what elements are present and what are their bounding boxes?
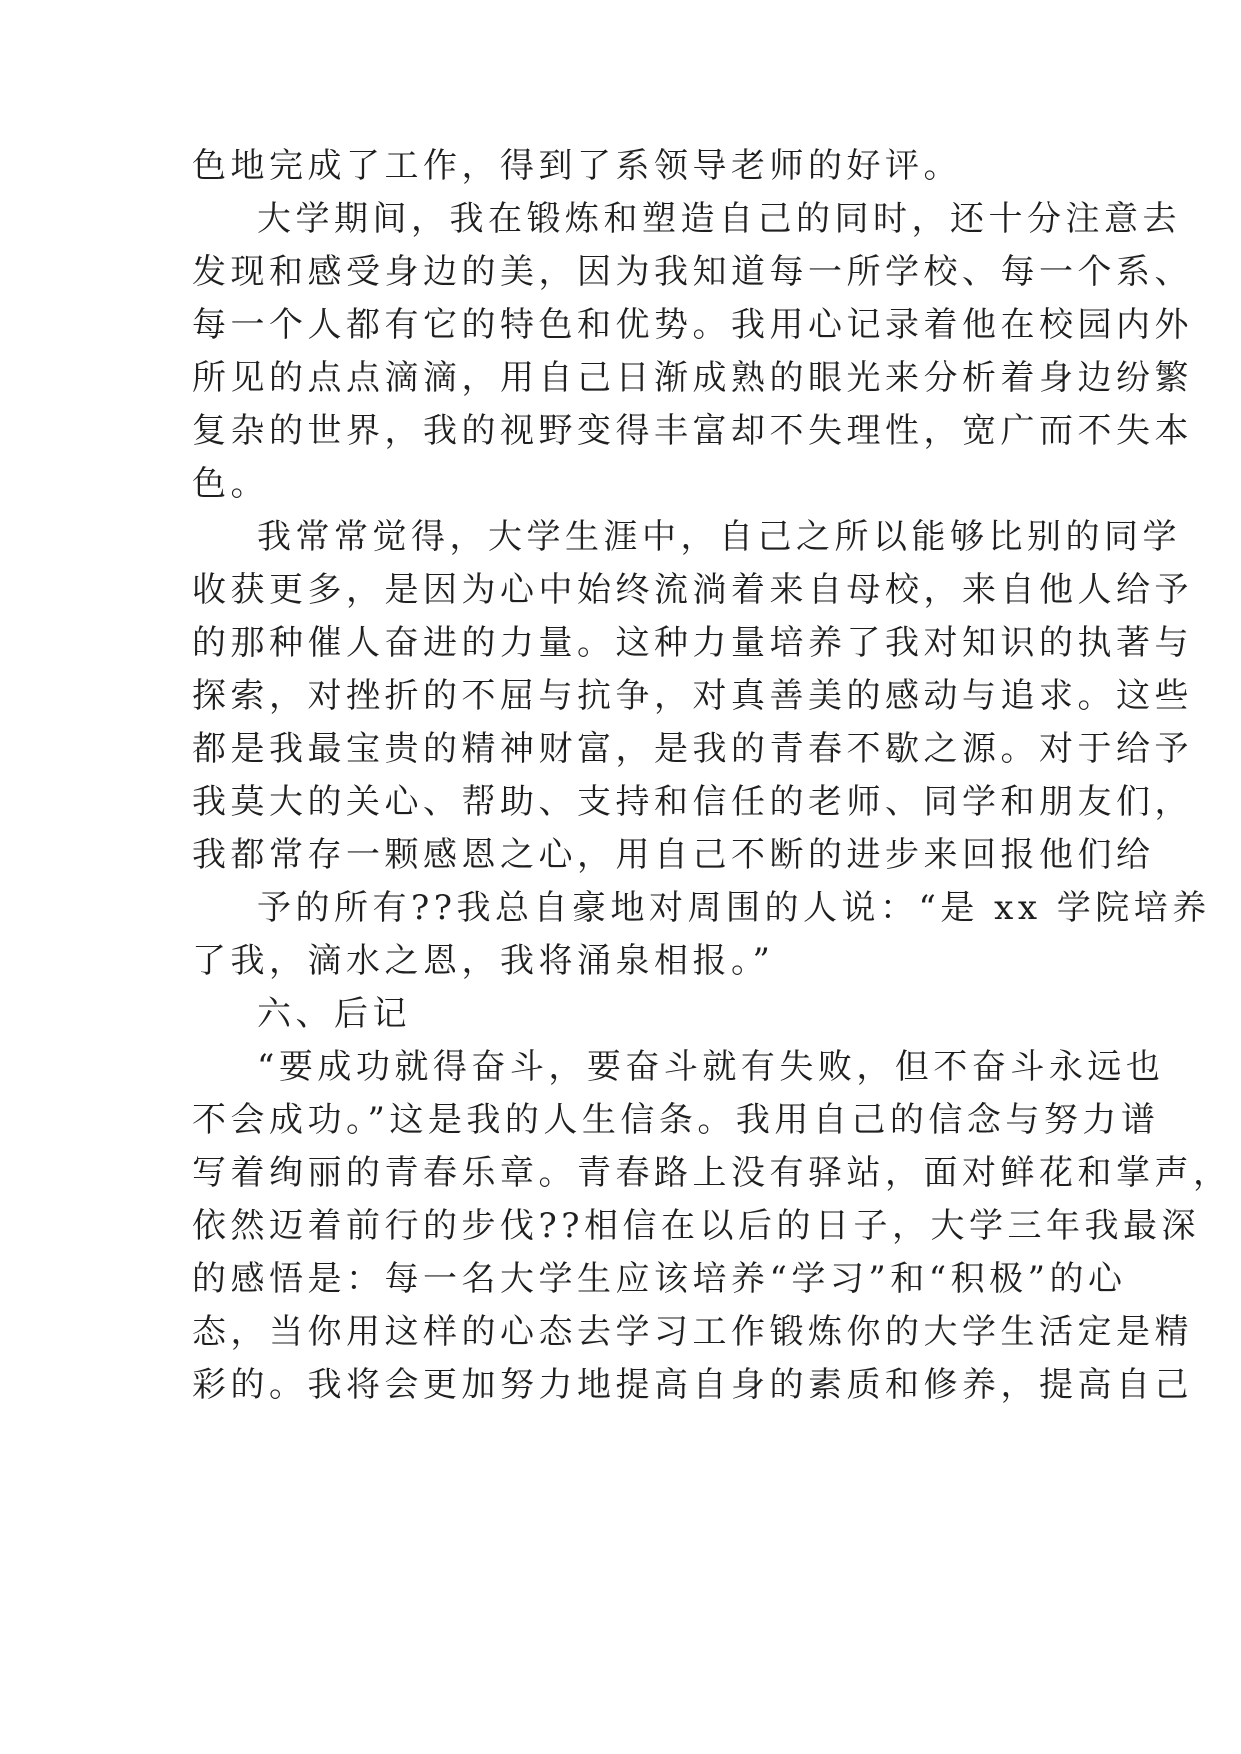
text-line: 的感悟是：每一名大学生应该培养“学习”和“积极”的心 [192,1259,1127,1299]
text-line: 予的所有??我总自豪地对周围的人说：“是 xx 学院培养 [257,888,1211,928]
text-line: 写着绚丽的青春乐章。青春路上没有驿站，面对鲜花和掌声， [192,1153,1232,1193]
text-line: 彩的。我将会更加努力地提高自身的素质和修养，提高自己 [192,1365,1193,1405]
text-line: 探索，对挫折的不屈与抗争，对真善美的感动与追求。这些 [192,676,1193,716]
section-heading: 六、后记 [257,994,411,1034]
text-line: 都是我最宝贵的精神财富，是我的青春不歇之源。对于给予 [192,729,1193,769]
text-line: 态，当你用这样的心态去学习工作锻炼你的大学生活定是精 [192,1312,1193,1352]
text-line: 不会成功。”这是我的人生信条。我用自己的信念与努力谱 [192,1100,1160,1140]
text-line: 我都常存一颗感恩之心，用自己不断的进步来回报他们给 [192,835,1155,875]
text-line: 的那种催人奋进的力量。这种力量培养了我对知识的执著与 [192,623,1193,663]
text-line: 了我，滴水之恩，我将涌泉相报。” [192,941,775,981]
text-line: 色。 [192,464,269,504]
text-line: 发现和感受身边的美，因为我知道每一所学校、每一个系、 [192,252,1193,292]
text-line: 所见的点点滴滴，用自己日渐成熟的眼光来分析着身边纷繁 [192,358,1193,398]
text-line: 每一个人都有它的特色和优势。我用心记录着他在校园内外 [192,305,1193,345]
text-line: 复杂的世界，我的视野变得丰富却不失理性，宽广而不失本 [192,411,1193,451]
text-line: 我莫大的关心、帮助、支持和信任的老师、同学和朋友们， [192,782,1193,822]
text-line: 依然迈着前行的步伐??相信在以后的日子，大学三年我最深 [192,1206,1200,1246]
text-line: 大学期间，我在锻炼和塑造自己的同时，还十分注意去 [257,199,1181,239]
text-line: 我常常觉得，大学生涯中，自己之所以能够比别的同学 [257,517,1181,557]
text-line: 收获更多，是因为心中始终流淌着来自母校，来自他人给予 [192,570,1193,610]
text-line: 色地完成了工作，得到了系领导老师的好评。 [192,146,962,186]
text-line: “要成功就得奋斗，要奋斗就有失败，但不奋斗永远也 [257,1047,1165,1087]
